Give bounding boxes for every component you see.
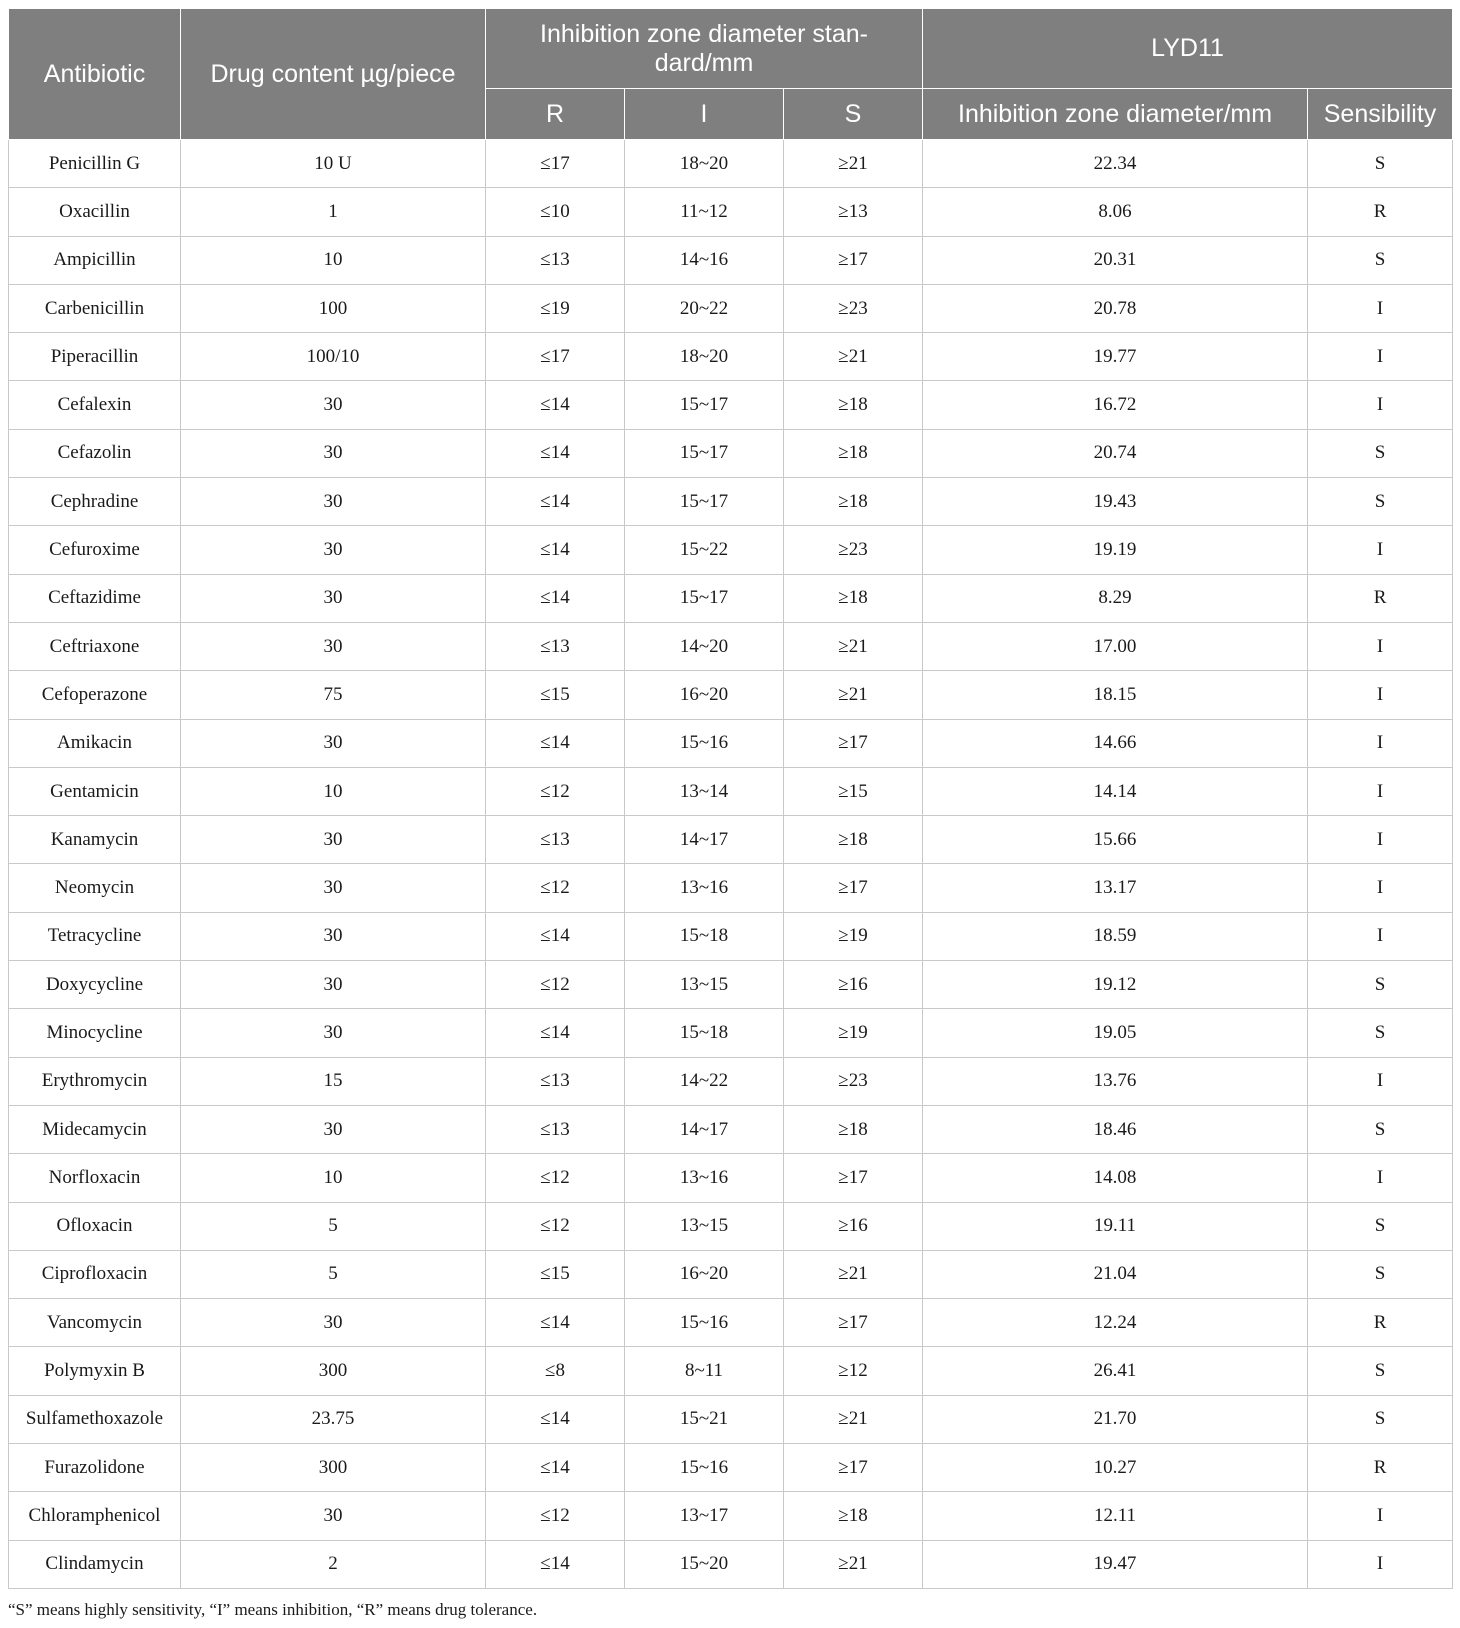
- cell-r-threshold: ≤15: [486, 1250, 625, 1298]
- cell-drug-content: 23.75: [181, 1395, 486, 1443]
- table-row: [9, 1395, 1453, 1443]
- cell-sensibility: S: [1308, 1009, 1453, 1057]
- cell-i-range: 15~17: [625, 381, 784, 429]
- cell-sensibility: I: [1308, 1057, 1453, 1105]
- table-row: [9, 1444, 1453, 1492]
- cell-diameter: 18.46: [923, 1105, 1308, 1153]
- table-row: [9, 284, 1453, 332]
- cell-s-threshold: ≥19: [784, 1009, 923, 1057]
- cell-s-threshold: ≥17: [784, 1154, 923, 1202]
- cell-diameter: 19.12: [923, 961, 1308, 1009]
- cell-i-range: 14~17: [625, 816, 784, 864]
- cell-diameter: 19.11: [923, 1202, 1308, 1250]
- cell-drug-content: 30: [181, 478, 486, 526]
- cell-sensibility: I: [1308, 1540, 1453, 1588]
- cell-diameter: 19.05: [923, 1009, 1308, 1057]
- cell-drug-content: 30: [181, 526, 486, 574]
- cell-i-range: 14~22: [625, 1057, 784, 1105]
- cell-sensibility: S: [1308, 1395, 1453, 1443]
- cell-i-range: 15~20: [625, 1540, 784, 1588]
- cell-r-threshold: ≤12: [486, 767, 625, 815]
- cell-r-threshold: ≤15: [486, 671, 625, 719]
- cell-i-range: 20~22: [625, 284, 784, 332]
- cell-diameter: 13.76: [923, 1057, 1308, 1105]
- cell-drug-content: 30: [181, 1492, 486, 1540]
- table-row: [9, 1009, 1453, 1057]
- cell-diameter: 22.34: [923, 140, 1308, 188]
- cell-r-threshold: ≤14: [486, 1540, 625, 1588]
- cell-diameter: 21.70: [923, 1395, 1308, 1443]
- table-row: [9, 864, 1453, 912]
- cell-drug-content: 75: [181, 671, 486, 719]
- cell-i-range: 15~21: [625, 1395, 784, 1443]
- cell-sensibility: S: [1308, 1202, 1453, 1250]
- cell-s-threshold: ≥16: [784, 961, 923, 1009]
- cell-s-threshold: ≥17: [784, 719, 923, 767]
- cell-antibiotic: Ciprofloxacin: [9, 1250, 181, 1298]
- cell-diameter: 10.27: [923, 1444, 1308, 1492]
- header-strain-group: LYD11: [923, 9, 1453, 89]
- table-row: [9, 622, 1453, 670]
- cell-antibiotic: Tetracycline: [9, 912, 181, 960]
- cell-antibiotic: Amikacin: [9, 719, 181, 767]
- cell-i-range: 15~17: [625, 574, 784, 622]
- table-footnote: “S” means highly sensitivity, “I” means inhibition, “R” means drug tolerance.: [8, 1600, 538, 1619]
- antibiotic-sensitivity-table: [8, 8, 1453, 1589]
- cell-drug-content: 10: [181, 236, 486, 284]
- cell-s-threshold: ≥18: [784, 1105, 923, 1153]
- cell-s-threshold: ≥19: [784, 912, 923, 960]
- header-i: I: [625, 89, 784, 140]
- cell-sensibility: I: [1308, 381, 1453, 429]
- cell-s-threshold: ≥17: [784, 236, 923, 284]
- cell-r-threshold: ≤13: [486, 622, 625, 670]
- cell-r-threshold: ≤13: [486, 816, 625, 864]
- cell-diameter: 14.14: [923, 767, 1308, 815]
- cell-drug-content: 30: [181, 1299, 486, 1347]
- table-row: [9, 767, 1453, 815]
- cell-s-threshold: ≥21: [784, 1250, 923, 1298]
- cell-s-threshold: ≥23: [784, 1057, 923, 1105]
- header-sensibility: Sensibility: [1308, 89, 1453, 140]
- cell-r-threshold: ≤17: [486, 333, 625, 381]
- cell-r-threshold: ≤12: [486, 1202, 625, 1250]
- cell-antibiotic: Penicillin G: [9, 140, 181, 188]
- cell-s-threshold: ≥18: [784, 478, 923, 526]
- cell-antibiotic: Doxycycline: [9, 961, 181, 1009]
- cell-diameter: 12.24: [923, 1299, 1308, 1347]
- cell-i-range: 15~17: [625, 478, 784, 526]
- cell-s-threshold: ≥18: [784, 816, 923, 864]
- cell-antibiotic: Erythromycin: [9, 1057, 181, 1105]
- cell-r-threshold: ≤13: [486, 1105, 625, 1153]
- cell-i-range: 14~17: [625, 1105, 784, 1153]
- cell-sensibility: I: [1308, 333, 1453, 381]
- cell-diameter: 20.31: [923, 236, 1308, 284]
- cell-antibiotic: Cefazolin: [9, 429, 181, 477]
- cell-antibiotic: Cefalexin: [9, 381, 181, 429]
- table-row: [9, 1540, 1453, 1588]
- cell-antibiotic: Minocycline: [9, 1009, 181, 1057]
- cell-r-threshold: ≤14: [486, 1395, 625, 1443]
- cell-drug-content: 30: [181, 574, 486, 622]
- header-standard-group: Inhibition zone diameter stan-dard/mm: [486, 9, 923, 89]
- cell-drug-content: 100/10: [181, 333, 486, 381]
- cell-r-threshold: ≤14: [486, 478, 625, 526]
- cell-antibiotic: Ceftazidime: [9, 574, 181, 622]
- header-s: S: [784, 89, 923, 140]
- cell-s-threshold: ≥12: [784, 1347, 923, 1395]
- cell-sensibility: S: [1308, 236, 1453, 284]
- cell-r-threshold: ≤14: [486, 429, 625, 477]
- cell-s-threshold: ≥18: [784, 1492, 923, 1540]
- cell-s-threshold: ≥21: [784, 1540, 923, 1588]
- antibiotic-table-container: [8, 8, 1452, 1589]
- table-row: [9, 429, 1453, 477]
- cell-s-threshold: ≥23: [784, 284, 923, 332]
- cell-r-threshold: ≤13: [486, 1057, 625, 1105]
- table-row: [9, 816, 1453, 864]
- cell-r-threshold: ≤14: [486, 526, 625, 574]
- cell-sensibility: I: [1308, 1492, 1453, 1540]
- cell-drug-content: 30: [181, 961, 486, 1009]
- cell-s-threshold: ≥21: [784, 1395, 923, 1443]
- cell-i-range: 15~17: [625, 429, 784, 477]
- cell-drug-content: 5: [181, 1250, 486, 1298]
- cell-sensibility: I: [1308, 719, 1453, 767]
- cell-r-threshold: ≤12: [486, 1154, 625, 1202]
- cell-sensibility: S: [1308, 1347, 1453, 1395]
- cell-s-threshold: ≥21: [784, 622, 923, 670]
- cell-i-range: 15~18: [625, 912, 784, 960]
- cell-antibiotic: Oxacillin: [9, 188, 181, 236]
- cell-sensibility: I: [1308, 526, 1453, 574]
- cell-antibiotic: Cefoperazone: [9, 671, 181, 719]
- cell-antibiotic: Clindamycin: [9, 1540, 181, 1588]
- cell-sensibility: R: [1308, 1299, 1453, 1347]
- cell-i-range: 15~18: [625, 1009, 784, 1057]
- cell-antibiotic: Ofloxacin: [9, 1202, 181, 1250]
- table-row: [9, 1492, 1453, 1540]
- cell-s-threshold: ≥13: [784, 188, 923, 236]
- cell-i-range: 13~14: [625, 767, 784, 815]
- cell-r-threshold: ≤12: [486, 961, 625, 1009]
- cell-r-threshold: ≤12: [486, 864, 625, 912]
- cell-antibiotic: Cephradine: [9, 478, 181, 526]
- cell-antibiotic: Ampicillin: [9, 236, 181, 284]
- table-row: [9, 1202, 1453, 1250]
- cell-r-threshold: ≤14: [486, 1009, 625, 1057]
- cell-i-range: 13~16: [625, 864, 784, 912]
- cell-i-range: 13~15: [625, 1202, 784, 1250]
- cell-sensibility: I: [1308, 912, 1453, 960]
- cell-drug-content: 30: [181, 429, 486, 477]
- cell-r-threshold: ≤14: [486, 1299, 625, 1347]
- cell-r-threshold: ≤10: [486, 188, 625, 236]
- table-row: [9, 1057, 1453, 1105]
- cell-antibiotic: Cefuroxime: [9, 526, 181, 574]
- cell-s-threshold: ≥16: [784, 1202, 923, 1250]
- cell-diameter: 26.41: [923, 1347, 1308, 1395]
- cell-r-threshold: ≤12: [486, 1492, 625, 1540]
- cell-drug-content: 100: [181, 284, 486, 332]
- cell-s-threshold: ≥21: [784, 671, 923, 719]
- cell-diameter: 18.59: [923, 912, 1308, 960]
- cell-drug-content: 30: [181, 719, 486, 767]
- cell-diameter: 19.43: [923, 478, 1308, 526]
- cell-s-threshold: ≥15: [784, 767, 923, 815]
- cell-sensibility: S: [1308, 1250, 1453, 1298]
- cell-r-threshold: ≤17: [486, 140, 625, 188]
- cell-drug-content: 15: [181, 1057, 486, 1105]
- cell-sensibility: S: [1308, 478, 1453, 526]
- table-header: [9, 9, 1453, 140]
- table-row: [9, 140, 1453, 188]
- cell-antibiotic: Kanamycin: [9, 816, 181, 864]
- table-row: [9, 574, 1453, 622]
- cell-r-threshold: ≤14: [486, 912, 625, 960]
- cell-antibiotic: Sulfamethoxazole: [9, 1395, 181, 1443]
- cell-i-range: 18~20: [625, 333, 784, 381]
- table-body: [9, 140, 1453, 1589]
- cell-diameter: 12.11: [923, 1492, 1308, 1540]
- cell-sensibility: S: [1308, 429, 1453, 477]
- cell-i-range: 11~12: [625, 188, 784, 236]
- cell-i-range: 16~20: [625, 1250, 784, 1298]
- cell-drug-content: 10: [181, 1154, 486, 1202]
- table-row: [9, 333, 1453, 381]
- cell-diameter: 16.72: [923, 381, 1308, 429]
- cell-i-range: 15~22: [625, 526, 784, 574]
- cell-diameter: 15.66: [923, 816, 1308, 864]
- cell-s-threshold: ≥18: [784, 429, 923, 477]
- cell-i-range: 15~16: [625, 1299, 784, 1347]
- cell-sensibility: I: [1308, 622, 1453, 670]
- table-row: [9, 719, 1453, 767]
- cell-antibiotic: Midecamycin: [9, 1105, 181, 1153]
- cell-antibiotic: Carbenicillin: [9, 284, 181, 332]
- cell-r-threshold: ≤13: [486, 236, 625, 284]
- cell-s-threshold: ≥21: [784, 140, 923, 188]
- cell-s-threshold: ≥17: [784, 864, 923, 912]
- cell-sensibility: R: [1308, 1444, 1453, 1492]
- table-row: [9, 381, 1453, 429]
- cell-s-threshold: ≥17: [784, 1299, 923, 1347]
- cell-sensibility: R: [1308, 574, 1453, 622]
- table-row: [9, 236, 1453, 284]
- cell-r-threshold: ≤8: [486, 1347, 625, 1395]
- cell-antibiotic: Furazolidone: [9, 1444, 181, 1492]
- header-antibiotic: Antibiotic: [9, 9, 181, 140]
- cell-i-range: 13~16: [625, 1154, 784, 1202]
- cell-sensibility: R: [1308, 188, 1453, 236]
- cell-drug-content: 30: [181, 1009, 486, 1057]
- cell-drug-content: 30: [181, 864, 486, 912]
- cell-i-range: 15~16: [625, 719, 784, 767]
- table-row: [9, 1299, 1453, 1347]
- cell-diameter: 19.19: [923, 526, 1308, 574]
- cell-drug-content: 300: [181, 1347, 486, 1395]
- cell-diameter: 14.08: [923, 1154, 1308, 1202]
- cell-drug-content: 30: [181, 622, 486, 670]
- cell-drug-content: 300: [181, 1444, 486, 1492]
- cell-i-range: 13~15: [625, 961, 784, 1009]
- cell-drug-content: 10 U: [181, 140, 486, 188]
- cell-antibiotic: Vancomycin: [9, 1299, 181, 1347]
- cell-sensibility: S: [1308, 140, 1453, 188]
- table-row: [9, 912, 1453, 960]
- cell-drug-content: 10: [181, 767, 486, 815]
- cell-sensibility: S: [1308, 1105, 1453, 1153]
- cell-i-range: 8~11: [625, 1347, 784, 1395]
- cell-diameter: 19.47: [923, 1540, 1308, 1588]
- header-drug-content: Drug content µg/piece: [181, 9, 486, 140]
- cell-r-threshold: ≤14: [486, 381, 625, 429]
- table-row: [9, 1154, 1453, 1202]
- cell-drug-content: 30: [181, 816, 486, 864]
- cell-s-threshold: ≥21: [784, 333, 923, 381]
- table-row: [9, 526, 1453, 574]
- cell-antibiotic: Chloramphenicol: [9, 1492, 181, 1540]
- header-diameter: Inhibition zone diameter/mm: [923, 89, 1308, 140]
- cell-drug-content: 5: [181, 1202, 486, 1250]
- cell-sensibility: S: [1308, 961, 1453, 1009]
- cell-i-range: 18~20: [625, 140, 784, 188]
- cell-diameter: 20.78: [923, 284, 1308, 332]
- cell-diameter: 8.29: [923, 574, 1308, 622]
- cell-drug-content: 2: [181, 1540, 486, 1588]
- cell-i-range: 14~16: [625, 236, 784, 284]
- cell-antibiotic: Norfloxacin: [9, 1154, 181, 1202]
- cell-s-threshold: ≥18: [784, 574, 923, 622]
- table-row: [9, 1347, 1453, 1395]
- cell-antibiotic: Gentamicin: [9, 767, 181, 815]
- cell-s-threshold: ≥23: [784, 526, 923, 574]
- cell-r-threshold: ≤14: [486, 1444, 625, 1492]
- cell-diameter: 21.04: [923, 1250, 1308, 1298]
- cell-s-threshold: ≥18: [784, 381, 923, 429]
- cell-sensibility: I: [1308, 864, 1453, 912]
- cell-s-threshold: ≥17: [784, 1444, 923, 1492]
- cell-i-range: 14~20: [625, 622, 784, 670]
- cell-i-range: 16~20: [625, 671, 784, 719]
- table-row: [9, 188, 1453, 236]
- cell-diameter: 18.15: [923, 671, 1308, 719]
- cell-r-threshold: ≤14: [486, 719, 625, 767]
- cell-diameter: 14.66: [923, 719, 1308, 767]
- cell-diameter: 8.06: [923, 188, 1308, 236]
- table-row: [9, 1105, 1453, 1153]
- cell-antibiotic: Ceftriaxone: [9, 622, 181, 670]
- cell-diameter: 19.77: [923, 333, 1308, 381]
- cell-i-range: 15~16: [625, 1444, 784, 1492]
- cell-antibiotic: Piperacillin: [9, 333, 181, 381]
- cell-sensibility: I: [1308, 284, 1453, 332]
- cell-sensibility: I: [1308, 1154, 1453, 1202]
- cell-drug-content: 30: [181, 1105, 486, 1153]
- cell-drug-content: 30: [181, 381, 486, 429]
- cell-drug-content: 1: [181, 188, 486, 236]
- cell-r-threshold: ≤14: [486, 574, 625, 622]
- cell-diameter: 20.74: [923, 429, 1308, 477]
- cell-diameter: 13.17: [923, 864, 1308, 912]
- cell-r-threshold: ≤19: [486, 284, 625, 332]
- table-row: [9, 671, 1453, 719]
- cell-i-range: 13~17: [625, 1492, 784, 1540]
- table-row: [9, 961, 1453, 1009]
- cell-drug-content: 30: [181, 912, 486, 960]
- table-row: [9, 478, 1453, 526]
- cell-sensibility: I: [1308, 671, 1453, 719]
- header-r: R: [486, 89, 625, 140]
- cell-sensibility: I: [1308, 767, 1453, 815]
- cell-diameter: 17.00: [923, 622, 1308, 670]
- cell-sensibility: I: [1308, 816, 1453, 864]
- cell-antibiotic: Polymyxin B: [9, 1347, 181, 1395]
- cell-antibiotic: Neomycin: [9, 864, 181, 912]
- table-row: [9, 1250, 1453, 1298]
